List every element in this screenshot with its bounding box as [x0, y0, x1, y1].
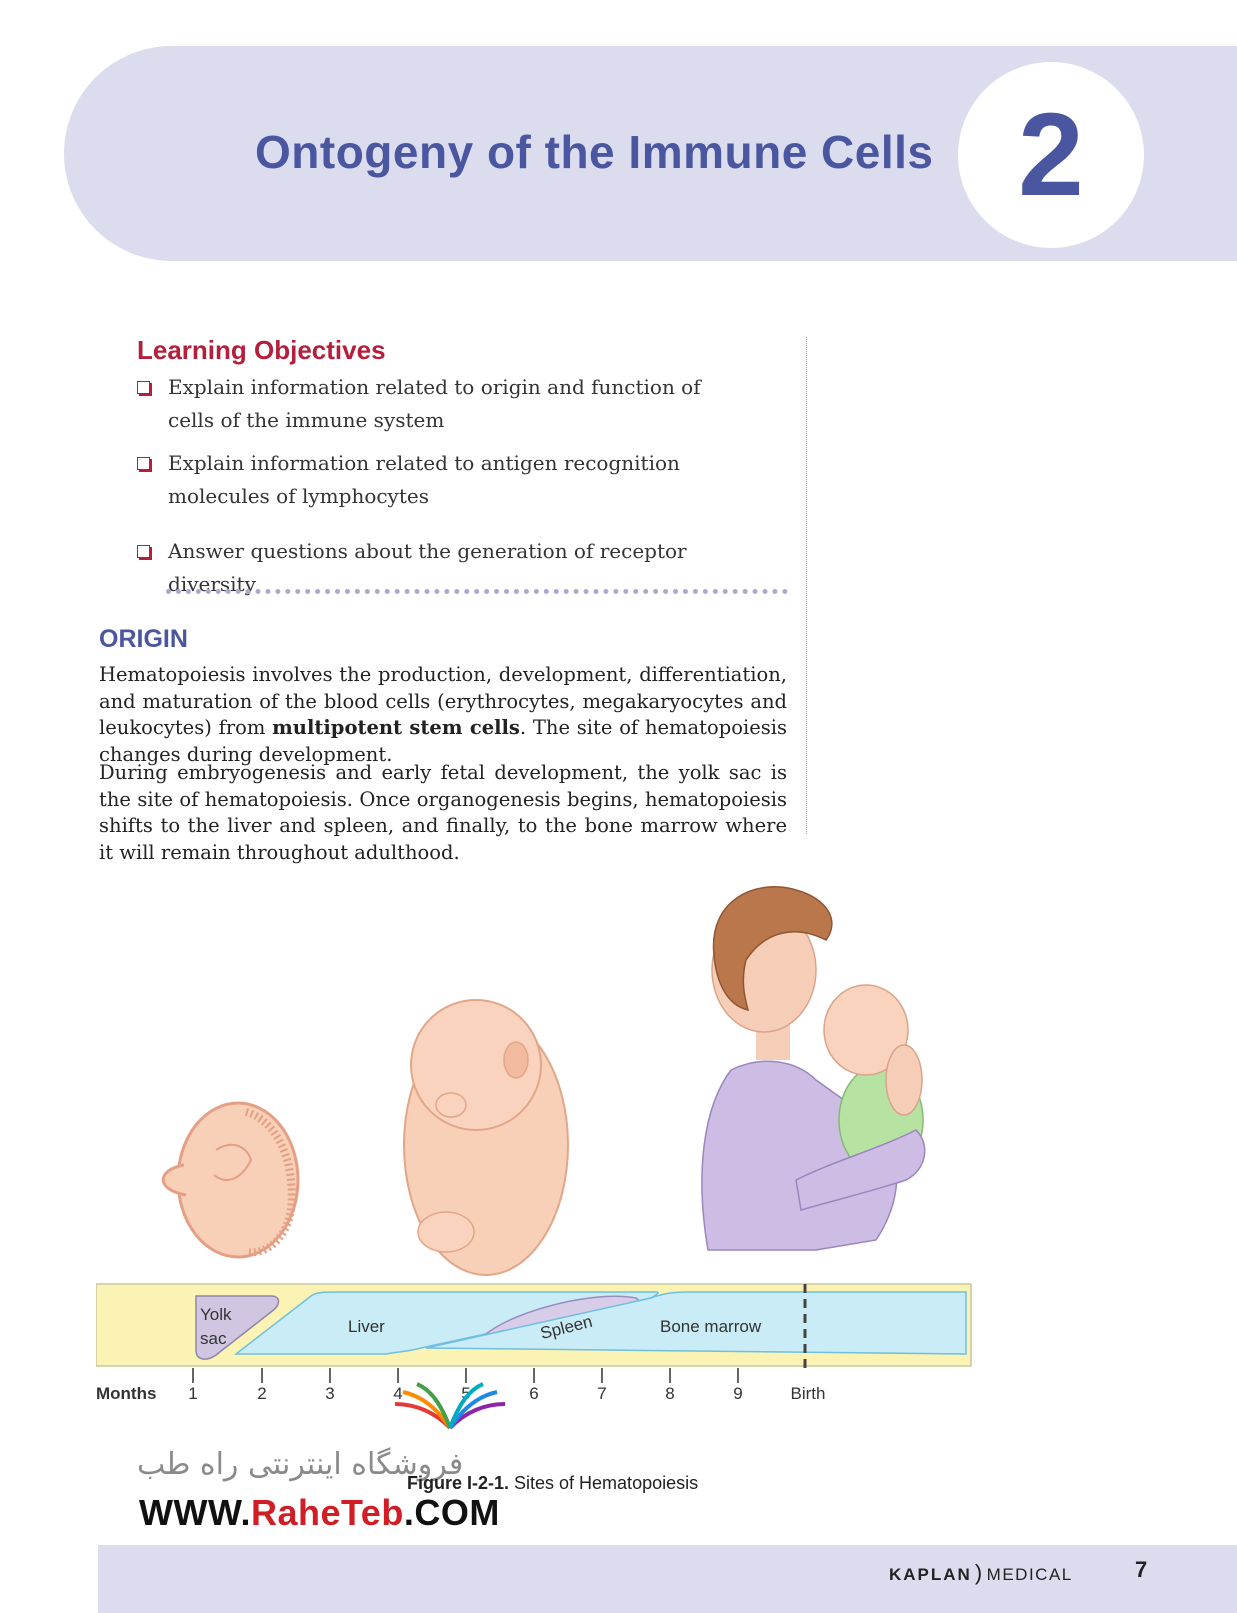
watermark-url-brand: RaheTeb [250, 1492, 404, 1533]
watermark-logo-icon [385, 1382, 515, 1432]
watermark-url [139, 1492, 500, 1534]
mother-baby-illustration [702, 887, 925, 1250]
learning-objectives-heading: Learning Objectives [137, 335, 386, 365]
objective-item [137, 371, 747, 437]
chapter-number: 2 [1018, 89, 1084, 221]
origin-para1-text-b: . The site of hematopoiesis changes during development. [99, 716, 787, 766]
region-label-yolk-sac: Yolk [200, 1305, 232, 1324]
watermark-url-prefix: WWW. [139, 1492, 251, 1533]
origin-paragraph-1 [99, 662, 787, 768]
checkbox-bullet-icon [137, 545, 150, 558]
figure-caption [407, 1473, 698, 1494]
hematopoiesis-timeline [96, 1284, 971, 1370]
tick-label: 6 [529, 1384, 539, 1400]
tick-label: 3 [325, 1384, 335, 1400]
objective-text: Explain information related to origin and function of cells of the immune system [168, 375, 701, 432]
tick-label: 4 [393, 1384, 403, 1400]
region-label-liver: Liver [348, 1317, 385, 1336]
checkbox-bullet-icon [137, 381, 150, 394]
publisher-brand [889, 1560, 1073, 1586]
embryo-illustration [163, 1103, 298, 1257]
tick-label: 8 [665, 1384, 675, 1400]
objectives-divider [166, 589, 788, 594]
tick-label: 7 [597, 1384, 607, 1400]
column-divider [806, 337, 807, 834]
origin-paragraph-2: During embryogenesis and early fetal development, the yolk sac is the site of hematopoiesis. Once organogenesis begins, hematopoiesis shifts to the liver and spleen, and finally, to the bone marrow where it will remain throughout adulthood. [99, 761, 787, 864]
fetus-illustration [404, 1000, 568, 1275]
tick-label: 5 [461, 1384, 471, 1400]
section-heading-origin: ORIGIN [99, 625, 188, 653]
watermark-url-suffix: .COM [403, 1492, 500, 1533]
origin-para1-text-a: Hematopoiesis involves the production, development, differentiation, and maturation of the blood cells (erythrocytes, megakaryocytes and leukocytes) from [99, 663, 787, 739]
objective-item [137, 447, 747, 513]
page-number: 7 [1135, 1557, 1148, 1582]
figure-caption-label: Figure I-2-1. [407, 1473, 510, 1493]
publisher-brand-name: KAPLAN [889, 1565, 972, 1584]
tick-label: 9 [733, 1384, 743, 1400]
checkbox-bullet-icon [137, 457, 150, 470]
region-label-yolk-sac-2: sac [200, 1329, 227, 1348]
timeline-ticks [193, 1368, 738, 1383]
brand-paren-mark: ) [974, 1560, 984, 1585]
origin-para1-bold: multipotent stem cells [272, 716, 520, 739]
objective-text: Explain information related to antigen recognition molecules of lymphocytes [168, 451, 680, 508]
watermark-persian-text: فروشگاه اینترنتی راه طب [137, 1447, 464, 1482]
objective-text: Answer questions about the generation of receptor diversity [168, 539, 687, 596]
tick-label: 1 [188, 1384, 198, 1400]
tick-label: 2 [257, 1384, 267, 1400]
publisher-brand-suffix: MEDICAL [986, 1565, 1073, 1584]
figure-caption-text: Sites of Hematopoiesis [509, 1473, 699, 1493]
hematopoiesis-figure [96, 880, 1006, 1400]
chapter-title: Ontogeny of the Immune Cells [255, 126, 934, 178]
tick-label-birth: Birth [790, 1384, 826, 1400]
region-label-bone-marrow: Bone marrow [660, 1317, 762, 1336]
region-label-spleen: Spleen [538, 1311, 595, 1344]
axis-label-months: Months [96, 1384, 157, 1400]
